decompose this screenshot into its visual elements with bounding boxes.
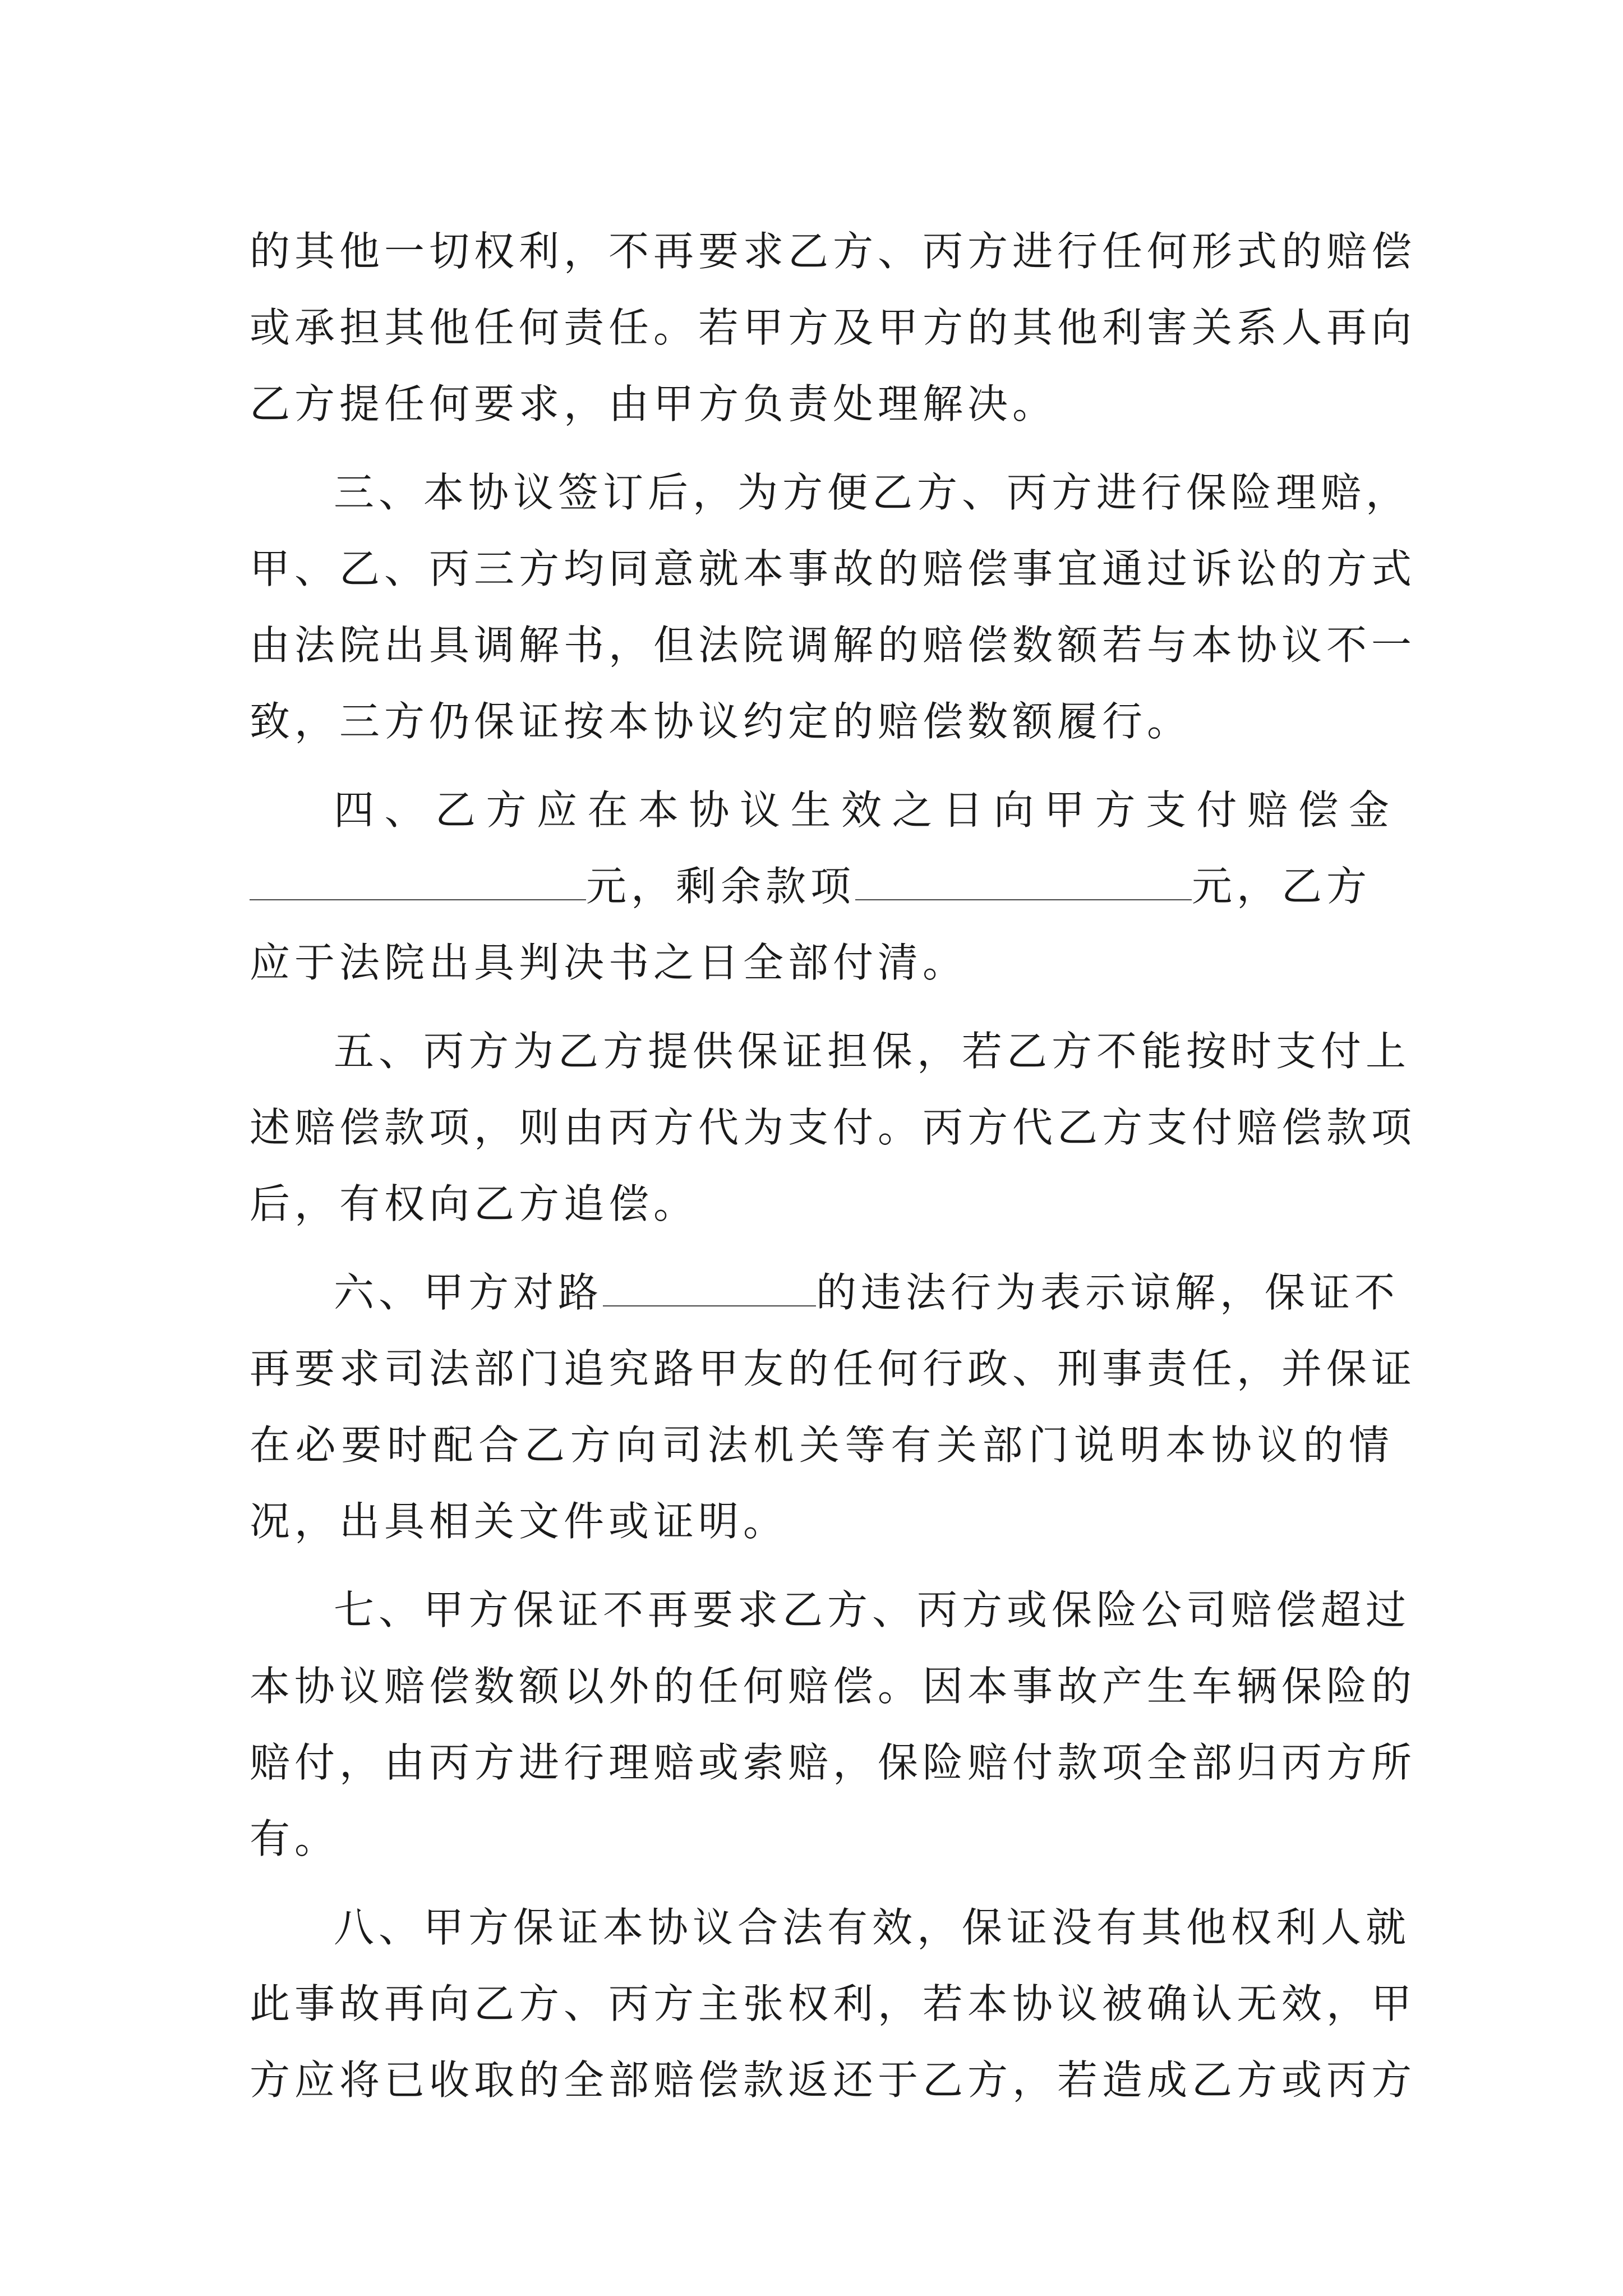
clause-8-line: 方应将已收取的全部赔偿款返还于乙方，若造成乙方或丙方	[250, 2056, 1417, 2104]
clause-4-line: 应于法院出具判决书之日全部付清。	[250, 939, 968, 986]
clause-8-line: 此事故再向乙方、丙方主张权利，若本协议被确认无效，甲	[250, 1980, 1417, 2027]
name-blank-field[interactable]	[603, 1283, 816, 1306]
clause-4-line	[250, 848, 1394, 924]
clause-6-text: 的违法行为表示谅解，保证不	[816, 1269, 1400, 1316]
clause-6-line	[250, 1254, 1400, 1331]
clause-7-line: 本协议赔偿数额以外的任何赔偿。因本事故产生车辆保险的	[250, 1663, 1417, 1710]
document-body	[250, 213, 1417, 2118]
paragraph-line: 乙方提任何要求，由甲方负责处理解决。	[250, 380, 1058, 427]
remaining-amount-blank-field[interactable]	[855, 877, 1192, 900]
clause-5-line: 后，有权向乙方追偿。	[250, 1180, 699, 1227]
clause-4-text: 元，乙方	[1192, 863, 1372, 910]
clause-6-line: 在必要时配合乙方向司法机关等有关部门说明本协议的情	[250, 1421, 1394, 1469]
clause-3-line: 由法院出具调解书，但法院调解的赔偿数额若与本协议不一	[250, 622, 1417, 669]
clause-6-text: 六、甲方对路	[334, 1269, 603, 1316]
clause-3-line: 致，三方仍保证按本协议约定的赔偿数额履行。	[250, 698, 1192, 745]
clause-7-line: 七、甲方保证不再要求乙方、丙方或保险公司赔偿超过	[334, 1586, 1411, 1634]
amount-blank-field[interactable]	[250, 877, 586, 900]
clause-5-line: 述赔偿款项，则由丙方代为支付。丙方代乙方支付赔偿款项	[250, 1104, 1417, 1151]
clause-5-line: 五、丙方为乙方提供保证担保，若乙方不能按时支付上	[334, 1028, 1411, 1075]
clause-4-line: 四、乙方应在本协议生效之日向甲方支付赔偿金	[334, 786, 1394, 834]
clause-8-line: 八、甲方保证本协议合法有效，保证没有其他权利人就	[334, 1904, 1411, 1951]
clause-3-line: 甲、乙、丙三方均同意就本事故的赔偿事宜通过诉讼的方式	[250, 545, 1417, 592]
clause-6-line: 况，出具相关文件或证明。	[250, 1498, 789, 1545]
paragraph-line: 或承担其他任何责任。若甲方及甲方的其他利害关系人再向	[250, 304, 1417, 351]
clause-3-line: 三、本协议签订后，为方便乙方、丙方进行保险理赔，	[334, 469, 1411, 516]
paragraph-line: 的其他一切权利，不再要求乙方、丙方进行任何形式的赔偿	[250, 228, 1417, 275]
clause-6-line: 再要求司法部门追究路甲友的任何行政、刑事责任，并保证	[250, 1345, 1417, 1392]
clause-4-text: 元，剩余款项	[586, 863, 856, 910]
clause-7-line: 赔付，由丙方进行理赔或索赔，保险赔付款项全部归丙方所	[250, 1739, 1417, 1786]
clause-7-line: 有。	[250, 1815, 340, 1862]
